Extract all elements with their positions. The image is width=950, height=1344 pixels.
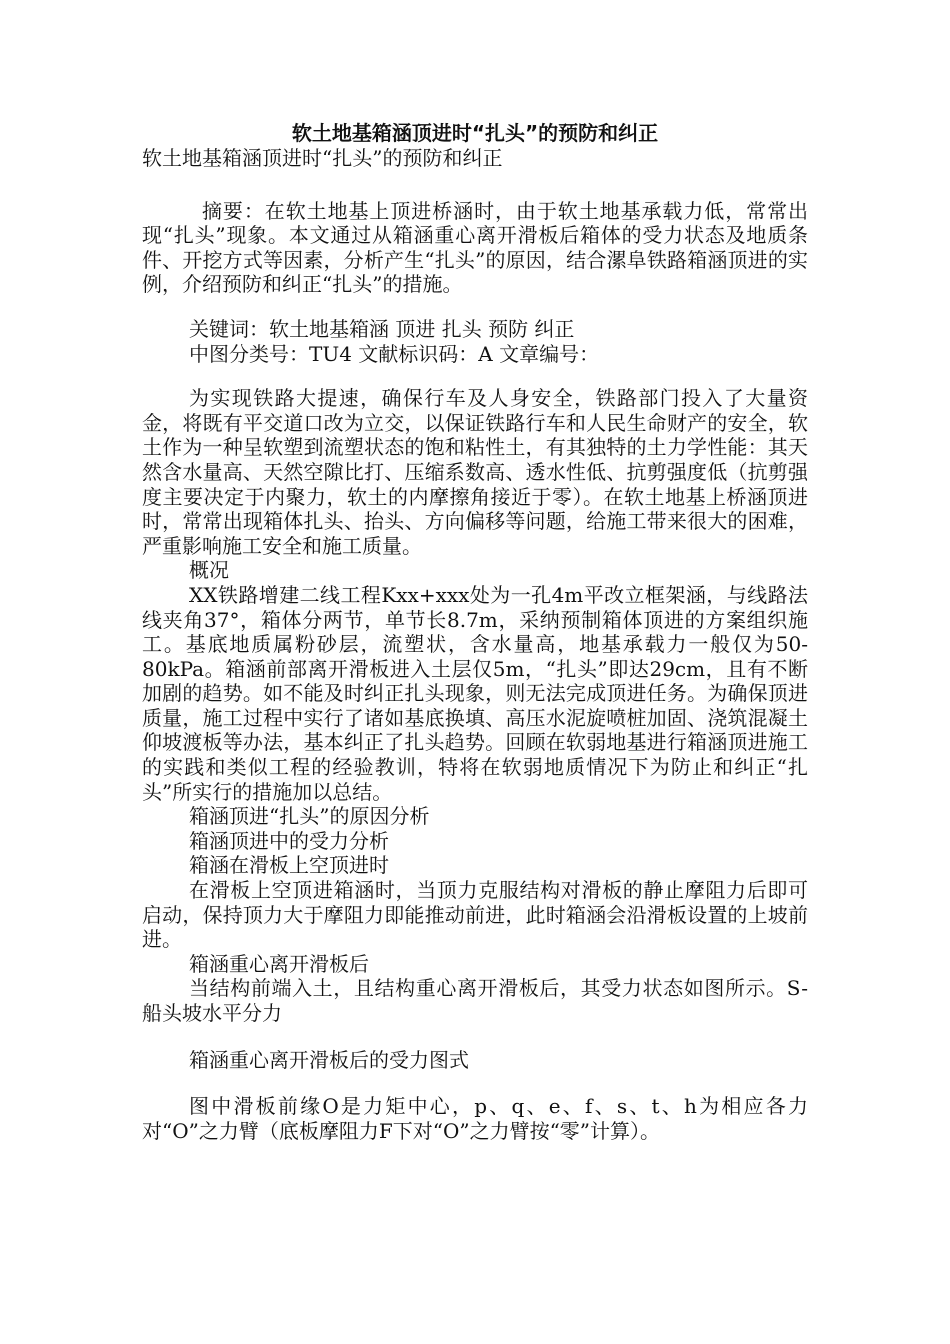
intro-paragraph: 为实现铁路大提速，确保行车及人身安全，铁路部门投入了大量资金，将既有平交道口改为立交，以保证铁路行车和人民生命财产的安全，软土作为一种呈软塑到流塑状态的饱和粘性土，有其独特的土力学性能：其天然含水量高、天然空隙比打、压缩系数高、透水性低、抗剪强度低（抗剪强度主要决定于内聚力，软土的内摩擦角接近于零）。在软土地基上桥涵顶进时，常常出现箱体扎头、抬头、方向偏移等问题，给施工带来很大的困难，严重影响施工安全和施工质量。: [142, 386, 808, 558]
overview-paragraph: XX铁路增建二线工程Kxx+xxx处为一孔4m平改立框架涵，与线路法线夹角37°，箱体分两节，单节长8.7m，采纳预制箱体顶进的方案组织施工。基底地质属粉砂层，流塑状，含水量高，地基承载力一般仅为50-80kPa。箱涵前部离开滑板进入土层仅5m，“扎头”即达29cm，且有不断加剧的趋势。如不能及时纠正扎头现象，则无法完成顶进任务。为确保顶进质量，施工过程中实行了诸如基底换填、高压水泥旋喷桩加固、浇筑混凝土仰坡渡板等办法，基本纠正了扎头趋势。回顾在软弱地基进行箱涵顶进施工的实践和类似工程的经验教训，特将在软弱地质情况下为防止和纠正“扎头”所实行的措施加以总结。: [142, 582, 808, 804]
section-heading-cause: 箱涵顶进“扎头”的原因分析: [189, 804, 430, 829]
section-heading-gravity: 箱涵重心离开滑板后: [189, 951, 369, 976]
figure-caption: 箱涵重心离开滑板后的受力图式: [189, 1047, 469, 1072]
document-title: 软土地基箱涵顶进时“扎头”的预防和纠正: [291, 121, 659, 145]
spacer: [142, 366, 808, 386]
document-subtitle: 软土地基箱涵顶进时“扎头”的预防和纠正: [142, 146, 503, 170]
moment-paragraph: 图中滑板前缘O是力矩中心，p、q、e、f、s、t、h为相应各力对“O”之力臂（底板摩阻力F下对“O”之力臂按“零”计算）。: [142, 1094, 808, 1143]
section-heading-force: 箱涵顶进中的受力分析: [189, 828, 389, 853]
overview-heading: 概况: [189, 558, 229, 583]
section-heading-empty-push: 箱涵在滑板上空顶进时: [189, 853, 389, 878]
classification-line: 中图分类号：TU4 文献标识码：A 文章编号：: [189, 341, 600, 366]
keywords-line: 关键词：软土地基箱涵 顶进 扎头 预防 纠正: [189, 316, 575, 341]
spacer: [142, 1026, 808, 1048]
spacer: [142, 1072, 808, 1094]
document-page: [142, 120, 808, 1143]
gravity-paragraph: 当结构前端入土，且结构重心离开滑板后，其受力状态如图所示。S-船头坡水平分力: [142, 976, 808, 1025]
empty-push-paragraph: 在滑板上空顶进箱涵时，当顶力克服结构对滑板的静止摩阻力后即可启动，保持顶力大于摩阻力即能推动前进，此时箱涵会沿滑板设置的上坡前进。: [142, 878, 808, 952]
abstract-paragraph: 摘要：在软土地基上顶进桥涵时，由于软土地基承载力低，常常出现“扎头”现象。本文通过从箱涵重心离开滑板后箱体的受力状态及地质条件、开挖方式等因素，分析产生“扎头”的原因，结合漯阜铁路箱涵顶进的实例，介绍预防和纠正“扎头”的措施。: [142, 198, 808, 297]
